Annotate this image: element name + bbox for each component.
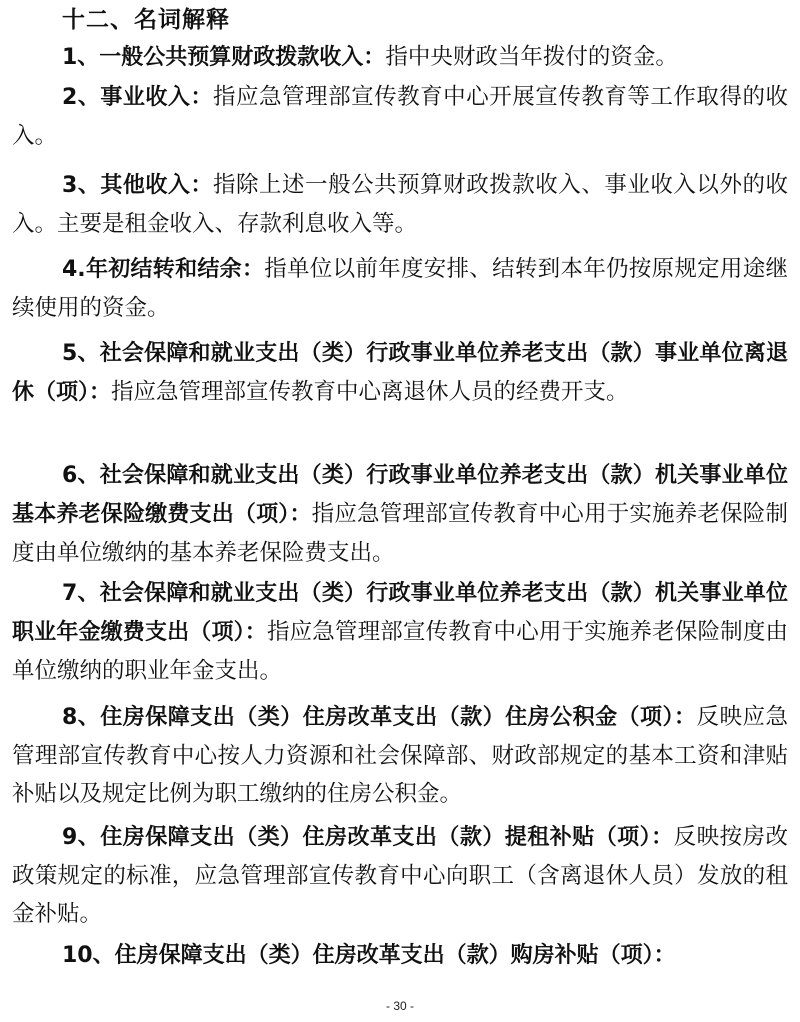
term-label: 7、社会保障和就业支出（类）行政事业单位养老支出（款）机关事业单位职业年金缴费支出（项）： xyxy=(12,581,788,645)
section-title: 十二、名词解释 xyxy=(62,6,230,33)
term-definition: 反映应急管理部宣传教育中心按人力资源和社会保障部、财政部规定的基本工资和津贴补贴以及规定比例为职工缴纳的住房公积金。 xyxy=(12,704,788,807)
term-label: 2、事业收入： xyxy=(62,85,213,110)
term-label: 5、社会保障和就业支出（类）行政事业单位养老支出（款）事业单位离退休（项）： xyxy=(12,341,788,405)
term-definition: 指中央财政当年拨付的资金。 xyxy=(385,44,678,70)
term-label: 1、一般公共预算财政拨款收入： xyxy=(62,45,386,70)
term-definition: 反映按房改政策规定的标准，应急管理部宣传教育中心向职工（含离退休人员）发放的租金补贴。 xyxy=(12,824,788,927)
term-label: 9、住房保障支出（类）住房改革支出（款）提租补贴（项）： xyxy=(62,825,674,850)
term-label: 10、住房保障支出（类）住房改革支出（款）购房补贴（项）： xyxy=(62,943,676,968)
definition-item-10 xyxy=(12,936,788,975)
definition-item-5 xyxy=(12,334,788,412)
page-number: - 30 - xyxy=(385,999,414,1013)
definition-item-4 xyxy=(12,250,788,327)
definition-item-9 xyxy=(12,818,788,933)
term-label: 6、社会保障和就业支出（类）行政事业单位养老支出（款）机关事业单位基本养老保险缴费支出（项）： xyxy=(12,463,788,527)
term-definition: 指应急管理部宣传教育中心用于实施养老保险制度由单位缴纳的基本养老保险费支出。 xyxy=(12,501,788,566)
term-label: 3、其他收入： xyxy=(62,173,213,198)
definition-item-7 xyxy=(12,574,788,690)
term-label: 4.年初结转和结余： xyxy=(62,257,265,282)
term-definition: 指应急管理部宣传教育中心开展宣传教育等工作取得的收入。 xyxy=(12,84,788,149)
term-definition: 指除上述一般公共预算财政拨款收入、事业收入以外的收入。主要是租金收入、存款利息收入等。 xyxy=(12,172,788,237)
definition-item-8 xyxy=(12,698,788,813)
term-definition: 指单位以前年度安排、结转到本年仍按原规定用途继续使用的资金。 xyxy=(12,256,788,321)
definition-item-6 xyxy=(12,456,788,572)
term-label: 8、住房保障支出（类）住房改革支出（款）住房公积金（项）： xyxy=(62,705,697,730)
term-definition: 指应急管理部宣传教育中心离退休人员的经费开支。 xyxy=(111,379,629,405)
definition-item-3 xyxy=(12,166,788,243)
definition-item-2 xyxy=(12,78,788,155)
definition-item-1 xyxy=(12,38,788,77)
term-definition: 指应急管理部宣传教育中心用于实施养老保险制度由单位缴纳的职业年金支出。 xyxy=(12,619,788,684)
